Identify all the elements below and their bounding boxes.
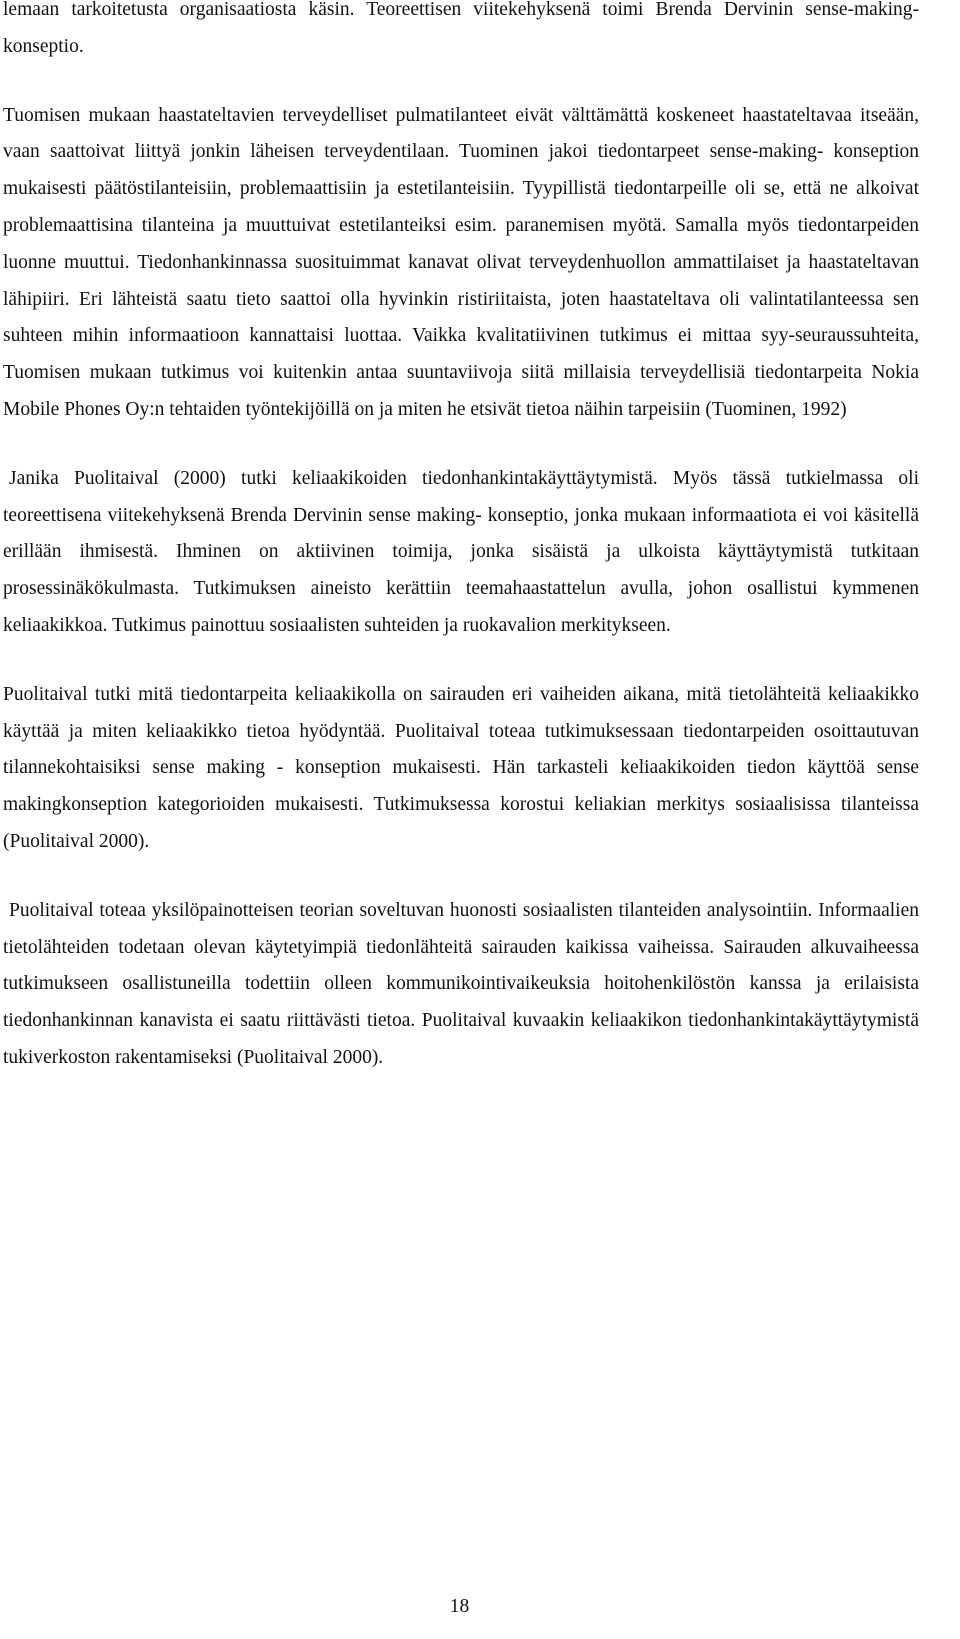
- paragraph-puolitaival-conclusion: Puolitaival toteaa yksilöpainotteisen teorian soveltuvan huonosti sosiaalisten tilanteiden analysointiin. Informaalien tietolähteiden todetaan olevan käytetyimpiä tiedonlähteitä sairauden kaikissa vaiheissa. Sairauden alkuvaiheessa tutkimukseen osallistuneilla todettiin olleen kommunikointivaikeuksia hoitohenkilöstön kanssa ja erilaisista tiedonhankinnan kanavista ei saatu riittävästi tietoa. Puolitaival kuvaakin keliaakikon tiedonhankintakäyttäytymistä tukiverkoston rakentamiseksi (Puolitaival 2000).: [3, 899, 919, 1068]
- paragraph-continuation: lemaan tarkoitetusta organisaatiosta käsin. Teoreettisen viitekehyksenä toimi Brenda Dervinin sense-making- konseptio.: [3, 0, 919, 57]
- paragraph-tuominen-summary: Tuomisen mukaan haastateltavien terveydelliset pulmatilanteet eivät välttämättä koskeneet haastateltavaa itseään, vaan saattoivat liittyä jonkin läheisen terveydentilaan. Tuominen jakoi tiedontarpeet sense-making- konseption mukaisesti päätöstilanteisiin, problemaattisiin ja estetilanteisiin. Tyypillistä tiedontarpeille oli se, että ne alkoivat problemaattisina tilanteina ja muuttuivat estetilanteiksi esim. paranemisen myötä. Samalla myös tiedontarpeiden luonne muuttui. Tiedonhankinnassa suosituimmat kanavat olivat terveydenhuollon ammattilaiset ja haastateltavan lähipiiri. Eri lähteistä saatu tieto saattoi olla hyvinkin ristiriitaista, joten haastateltava oli valintatilanteessa sen suhteen mihin informaatioon kannattaisi luottaa. Vaikka kvalitatiivinen tutkimus ei mittaa syy-seuraussuhteita, Tuomisen mukaan tutkimus voi kuitenkin antaa suuntaviivoja siitä millaisia terveydellisiä tiedontarpeita Nokia Mobile Phones Oy:n tehtaiden työntekijöillä on ja miten he etsivät tietoa näihin tarpeisiin (Tuominen, 1992): [3, 104, 919, 420]
- document-page: [3, 0, 919, 1077]
- paragraph-puolitaival-needs: Puolitaival tutki mitä tiedontarpeita keliaakikolla on sairauden eri vaiheiden aikana, mitä tietolähteitä keliaakikko käyttää ja miten keliaakikko tietoa hyödyntää. Puolitaival toteaa tutkimuksessaan tiedontarpeiden osoittautuvan tilannekohtaisiksi sense making - konseption mukaisesti. Hän tarkasteli keliaakikoiden tiedon käyttöä sense makingkonseption kategorioiden mukaisesti. Tutkimuksessa korostui keliakian merkitys sosiaalisissa tilanteissa (Puolitaival 2000).: [3, 683, 919, 852]
- paragraph-puolitaival-intro: Janika Puolitaival (2000) tutki keliaakikoiden tiedonhankintakäyttäytymistä. Myös tässä tutkielmassa oli teoreettisena viitekehyksenä Brenda Dervinin sense making- konseptio, jonka mukaan informaatiota ei voi käsitellä erillään ihmisestä. Ihminen on aktiivinen toimija, jonka sisäistä ja ulkoista käyttäytymistä tutkitaan prosessinäkökulmasta. Tutkimuksen aineisto kerättiin teemahaastattelun avulla, johon osallistui kymmenen keliaakikkoa. Tutkimus painottuu sosiaalisten suhteiden ja ruokavalion merkitykseen.: [3, 467, 919, 636]
- page-number: 18: [449, 1596, 470, 1617]
